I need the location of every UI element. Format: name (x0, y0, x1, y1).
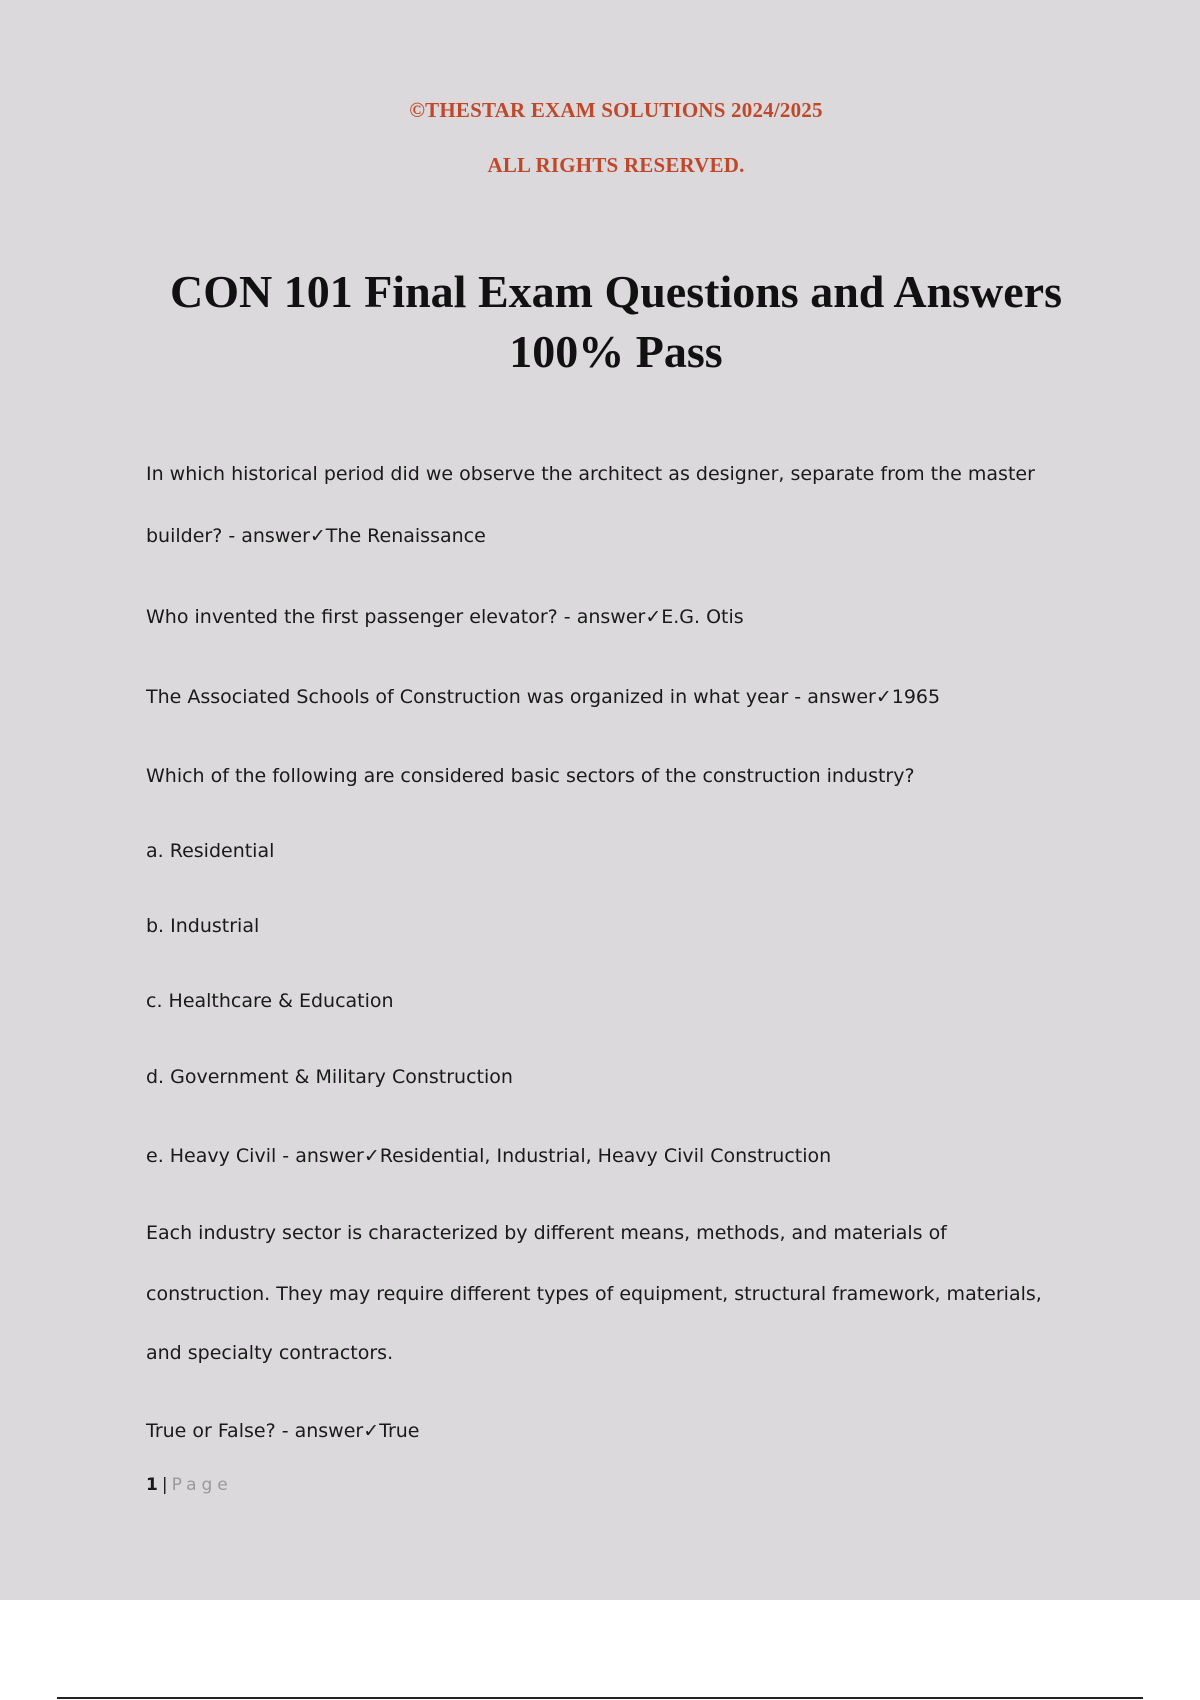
question-5-answer: True (379, 1420, 420, 1442)
answer-label: answer (807, 686, 876, 708)
option-d: d. Government & Military Construction (146, 1066, 513, 1088)
question-4-answer: Residential, Industrial, Heavy Civil Construction (379, 1145, 832, 1167)
option-e (146, 1145, 831, 1167)
page-label: Page (171, 1475, 233, 1495)
option-c: c. Healthcare & Education (146, 990, 394, 1012)
check-mark-icon: ✓ (875, 686, 892, 708)
question-5-line-2: construction. They may require different types of equipment, structural framework, materials, (146, 1283, 1042, 1305)
check-mark-icon: ✓ (309, 525, 326, 547)
question-2 (146, 606, 744, 628)
question-1-prefix: builder? - (146, 525, 242, 547)
question-5-line-1: Each industry sector is characterized by different means, methods, and materials of (146, 1222, 947, 1244)
option-e-prefix: e. Heavy Civil - (146, 1145, 296, 1167)
title-line-2: 100% Pass (509, 326, 723, 377)
question-5-prefix: True or False? - (146, 1420, 295, 1442)
answer-label: answer (295, 1145, 364, 1167)
answer-label: answer (576, 606, 646, 628)
question-1-line-2 (146, 525, 486, 547)
option-b: b. Industrial (146, 915, 260, 937)
page-footer (146, 1475, 233, 1495)
rights-reserved-header: ALL RIGHTS RESERVED. (487, 153, 745, 177)
question-2-answer: E.G. Otis (661, 606, 744, 628)
question-2-prefix: Who invented the first passenger elevator? - (146, 606, 577, 628)
page-separator: | (161, 1475, 168, 1495)
option-a: a. Residential (146, 840, 275, 862)
check-mark-icon: ✓ (363, 1420, 380, 1442)
question-1-answer: The Renaissance (325, 525, 486, 547)
page-divider-line (57, 1697, 1143, 1699)
question-3 (146, 686, 940, 708)
question-5-prompt (146, 1420, 420, 1442)
copyright-header: ©THESTAR EXAM SOLUTIONS 2024/2025 (409, 98, 823, 122)
title-line-1: CON 101 Final Exam Questions and Answers (169, 266, 1062, 317)
question-1-line-1: In which historical period did we observe the architect as designer, separate from the master (146, 463, 1035, 485)
answer-label: answer (294, 1420, 364, 1442)
page-number: 1 (146, 1475, 158, 1495)
question-5-line-3: and specialty contractors. (146, 1342, 394, 1364)
question-3-prefix: The Associated Schools of Construction was organized in what year - (146, 686, 808, 708)
question-4: Which of the following are considered basic sectors of the construction industry? (146, 765, 915, 787)
question-3-answer: 1965 (891, 686, 941, 708)
answer-label: answer (241, 525, 310, 547)
check-mark-icon: ✓ (645, 606, 662, 628)
document-title (100, 262, 1132, 382)
check-mark-icon: ✓ (363, 1145, 380, 1167)
